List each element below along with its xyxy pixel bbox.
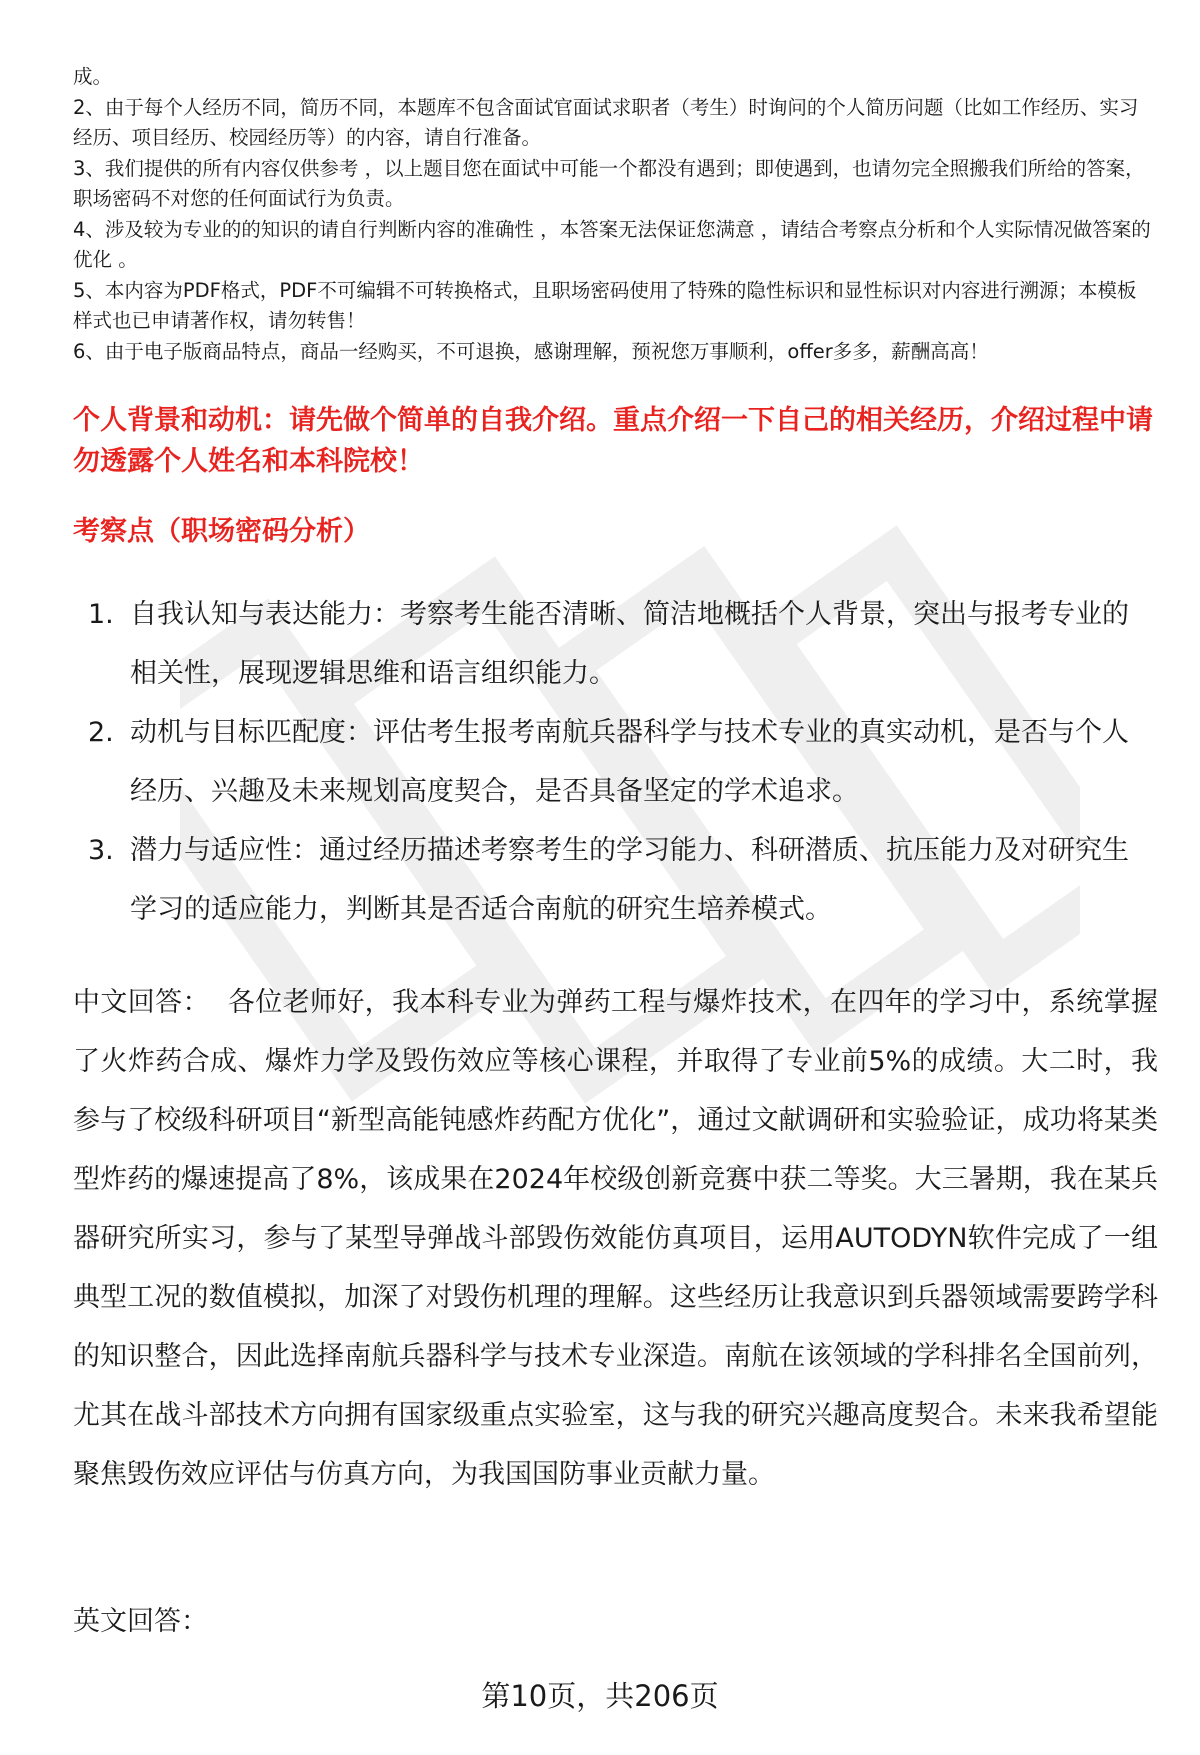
note-item: 4、涉及较为专业的的知识的请自行判断内容的准确性 ，本答案无法保证您满意 ，请结合考察点分析和个人实际情况做答案的优化 。 (73, 217, 1151, 271)
point-text: 自我认知与表达能力：考察考生能否清晰、简洁地概括个人背景，突出与报考专业的相关性，展现逻辑思维和语言组织能力。 (130, 599, 1129, 689)
point-text: 潜力与适应性：通过经历描述考察考生的学习能力、科研潜质、抗压能力及对研究生学习的适应能力，判断其是否适合南航的研究生培养模式。 (130, 835, 1129, 925)
chinese-answer-label: 中文回答： (73, 987, 210, 1018)
note-item: 成。 (73, 65, 113, 88)
analysis-points (73, 585, 1153, 939)
point-number: 2. (88, 717, 114, 748)
chinese-answer-text: 各位老师好，我本科专业为弹药工程与爆炸技术，在四年的学习中，系统掌握了火炸药合成、爆炸力学及毁伤效应等核心课程，并取得了专业前5%的成绩。大二时，我参与了校级科研项目“新型高能钝感炸药配方优化”，通过文献调研和实验验证，成功将某类型炸药的爆速提高了8%，该成果在2024年校级创新竞赛中获二等奖。大三暑期，我在某兵器研究所实习，参与了某型导弹战斗部毁伤效能仿真项目，运用AUTODYN软件完成了一组典型工况的数值模拟，加深了对毁伤机理的理解。这些经历让我意识到兵器领域需要跨学科的知识整合，因此选择南航兵器科学与技术专业深造。南航在该领域的学科排名全国前列，尤其在战斗部技术方向拥有国家级重点实验室，这与我的研究兴趣高度契合。未来我希望能聚焦毁伤效应评估与仿真方向，为我国国防事业贡献力量。 (73, 987, 1159, 1490)
notes-list (73, 62, 1153, 367)
note-item: 6、由于电子版商品特点，商品一经购买，不可退换，感谢理解，预祝您万事顺利，offer多多，薪酬高高！ (73, 339, 989, 363)
point-number: 1. (88, 599, 114, 630)
chinese-answer (73, 973, 1158, 1504)
point-number: 3. (88, 835, 114, 866)
note-item: 5、本内容为PDF格式，PDF不可编辑不可转换格式，且职场密码使用了特殊的隐性标识和显性标识对内容进行溯源；本模板样式也已申请著作权，请勿转售！ (73, 278, 1137, 332)
note-item: 3、我们提供的所有内容仅供参考 ，以上题目您在面试中可能一个都没有遇到；即使遇到，也请勿完全照搬我们所给的答案，职场密码不对您的任何面试行为负责。 (73, 156, 1145, 210)
analysis-point (73, 585, 1153, 703)
note-item: 2、由于每个人经历不同，简历不同，本题库不包含面试官面试求职者（考生）时询问的个人简历问题（比如工作经历、实习经历、项目经历、校园经历等）的内容，请自行准备。 (73, 95, 1139, 149)
question-heading: 个人背景和动机：请先做个简单的自我介绍。重点介绍一下自己的相关经历，介绍过程中请勿透露个人姓名和本科院校！ (73, 405, 1153, 477)
analysis-point (73, 703, 1153, 821)
english-answer-label: 英文回答： (73, 1606, 208, 1637)
point-text: 动机与目标匹配度：评估考生报考南航兵器科学与技术专业的真实动机，是否与个人经历、兴趣及未来规划高度契合，是否具备坚定的学术追求。 (130, 717, 1129, 807)
analysis-point (73, 821, 1153, 939)
page-number-footer: 第10页，共206页 (481, 1679, 719, 1713)
analysis-title: 考察点（职场密码分析） (73, 516, 370, 547)
